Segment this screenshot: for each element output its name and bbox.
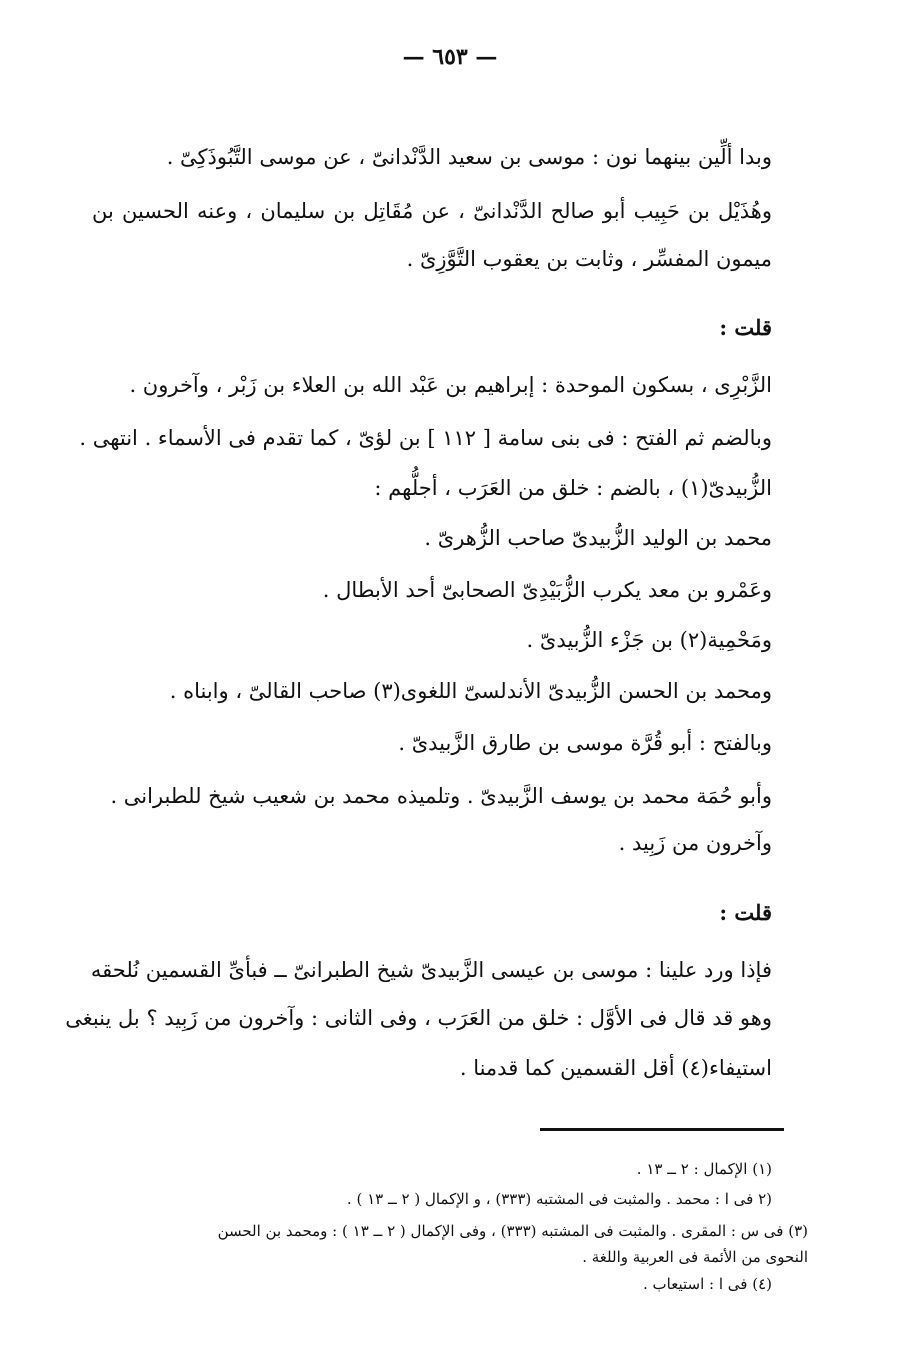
body-line: وبالضم ثم الفتح : فى بنى سامة [ ١١٢ ] بن لؤىّ ، كما تقدم فى الأسماء . انتهى .: [79, 426, 772, 450]
body-line: ومحمد بن الحسن الزُّبيدىّ الأندلسىّ اللغوى(٣) صاحب القالىّ ، وابناه .: [169, 679, 772, 703]
footnote: النحوى من الأئمة فى العربية واللغة .: [582, 1248, 808, 1266]
body-line: فإذا ورد علينا : موسى بن عيسى الزَّبيدىّ شيخ الطبرانىّ ــ فبأىِّ القسمين نُلحقه: [90, 958, 772, 982]
section-heading: قلت :: [719, 315, 772, 340]
body-line: وعَمْرو بن معد يكرب الزُّبَيْدِىّ الصحابىّ أحد الأبطال .: [322, 578, 772, 602]
footnote: (٢ فى ا : محمد . والمثبت فى المشتبه (٣٣٣) ، و الإكمال ( ٢ ــ ١٣ ) .: [346, 1190, 772, 1208]
body-line: استيفاء(٤) أقل القسمين كما قدمنا .: [459, 1056, 772, 1080]
body-line: ومَحْمِية(٢) بن جَزْء الزُّبيدىّ .: [526, 628, 772, 652]
paragraph-line: وبدا ألِّين بينهما نون : موسى بن سعيد الدَّنْدانىّ ، عن موسى التَّبُوذَكِىّ .: [166, 145, 772, 169]
paragraph-line: ميمون المفسِّر ، وثابت بن يعقوب التَّوَّزِىّ .: [406, 247, 772, 271]
footnote: (٤) فى ا : استيعاب .: [643, 1275, 772, 1293]
body-line: وأبو حُمَة محمد بن يوسف الزَّبيدىّ . وتلميذه محمد بن شعيب شيخ للطبرانى .: [110, 784, 772, 808]
paragraph-line: وهُذَيْل بن حَبِيب أبو صالح الدَّنْدانىّ ، عن مُقَاتِل بن سليمان ، وعنه الحسين بن: [92, 199, 772, 223]
body-line: الزَّبْرِى ، بسكون الموحدة : إبراهيم بن عَبْد الله بن العلاء بن زَبْر ، وآخرون .: [129, 373, 772, 397]
body-line: محمد بن الوليد الزُّبيدىّ صاحب الزُّهرىّ .: [424, 526, 772, 550]
body-line: وهو قد قال فى الأوَّل : خلق من العَرَب ، وفى الثانى : وآخرون من زَبِيد ؟ بل ينبغى: [65, 1006, 772, 1030]
body-line: الزُّبيدىّ(١) ، بالضم : خلق من العَرَب ، أجلُّهم :: [374, 476, 772, 500]
footnote: (٣) فى س : المقرى . والمثبت فى المشتبه (٣٣٣) ، وفى الإكمال ( ٢ ــ ١٣ ) : ومحمد بن الحسن: [217, 1222, 808, 1240]
body-line: وآخرون من زَبِيد .: [618, 831, 772, 855]
footnote: (١) الإكمال : ٢ ــ ١٣ .: [636, 1160, 772, 1178]
section-heading: قلت :: [719, 900, 772, 925]
body-line: وبالفتح : أبو قُرَّة موسى بن طارق الزَّبيدىّ .: [398, 731, 772, 755]
footnote-separator: [540, 1128, 784, 1131]
page-number: — ٦٥٣ —: [402, 44, 498, 70]
